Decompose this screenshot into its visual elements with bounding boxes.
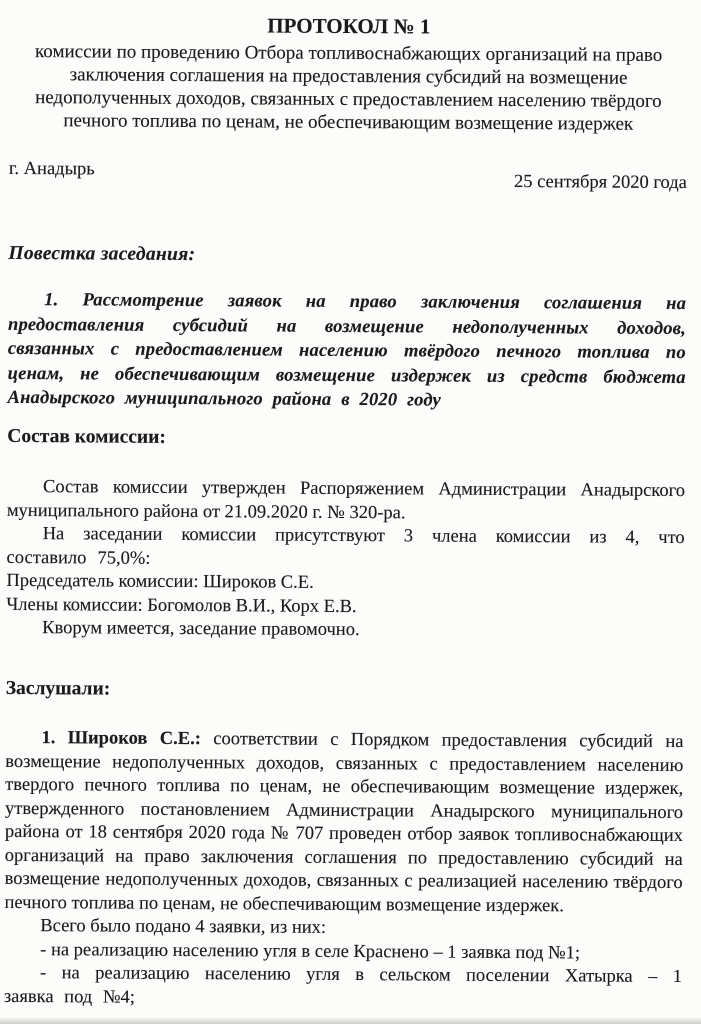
document-subtitle: комиссии по проведению Отбора топливоснабжающих организаций на право заключения соглашения на предоставления субсидий на возмещение недополученных доходов, связанных с предоставлением населению твёрдого печного топлива по ценам, не обеспечивающим возмещение издержек (35, 41, 663, 135)
applications-total: Всего было подано 4 заявки, из них: (40, 916, 327, 938)
page-title: ПРОТОКОЛ № 1 (267, 13, 431, 39)
place-date-row (8, 158, 687, 194)
commission-chairman: Председатель комиссии: Широков С.Е. (6, 570, 314, 593)
speaker-name: 1. Широков С.Е.: (41, 728, 202, 750)
commission-members: Члены комиссии: Богомолов В.И., Корх Е.В. (6, 594, 357, 617)
commission-attendance: На заседании комиссии присутствуют 3 члена комиссии из 4, что составило 75,0%: (6, 524, 685, 569)
quorum-statement: Кворум имеется, заседание правомочно. (42, 618, 360, 641)
date-label: 25 сентября 2020 года (513, 172, 687, 194)
agenda-heading: Повестка заседания: (8, 242, 196, 265)
speaker-paragraph (4, 727, 683, 919)
application-item-2: - на реализацию населению угля в сельском поселении Хатырка – 1 заявка под №4; (3, 963, 683, 1008)
place-label: г. Анадырь (8, 158, 95, 180)
heard-heading: Заслушали: (5, 677, 111, 700)
speaker-statement: соответствии с Порядком предоставления субсидий на возмещение недополученных доходов, связанных с предоставлением населению твердого печного топлива по ценам, не обеспечивающим возмещение издержек, утвержденного постановлением Администрации Анадырского муниципального района от 18 сентября 2020 года № 707 проведен отбор заявок топливоснабжающих организаций на право заключения соглашения по предоставлению субсидий на возмещение недополученных доходов, связанных с реализацией населению твёрдого печного топлива по ценам, не обеспечивающим возмещение издержек. (4, 729, 684, 916)
agenda-item: 1. Рассмотрение заявок на право заключения соглашения на предоставления субсидий на возмещение недополученных доходов, связанных с предоставлением населению твёрдого печного топлива по ценам, не обеспечивающим возмещение издержек из средств бюджета Анадырского муниципального района в 2020 году (7, 290, 687, 411)
commission-approval: Состав комиссии утвержден Распоряжением Администрации Анадырского муниципального района от 21.09.2020 г. № 320-ра. (6, 477, 686, 523)
application-item-1: - на реализацию населению угля в селе Краснено – 1 заявка под №1; (40, 939, 581, 963)
commission-heading: Состав комиссии: (7, 425, 167, 448)
